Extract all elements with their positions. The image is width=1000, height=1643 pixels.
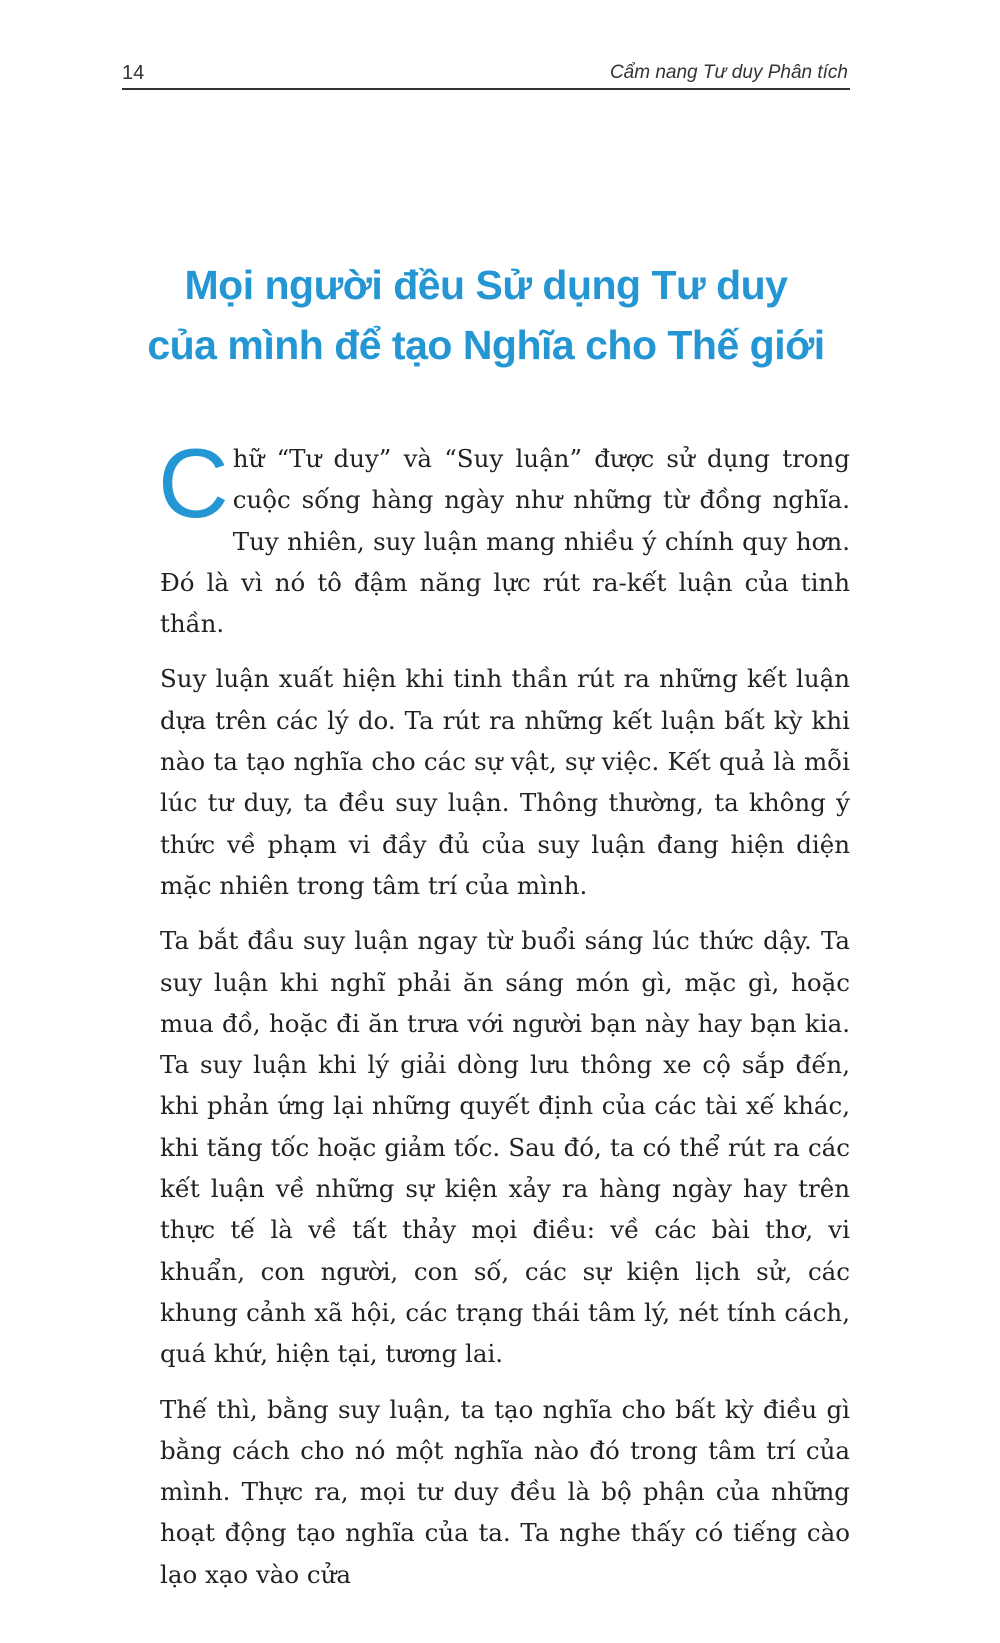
- drop-cap: C: [158, 428, 229, 538]
- paragraph-3: Ta bắt đầu suy luận ngay từ buổi sáng lúc thức dậy. Ta suy luận khi nghĩ phải ăn sáng món gì, mặc gì, hoặc mua đồ, hoặc đi ăn trưa với người bạn này hay bạn kia. Ta suy luận khi lý giải dòng lưu thông xe cộ sắp đến, khi phản ứng lại những quyết định của các tài xế khác, khi tăng tốc hoặc giảm tốc. Sau đó, ta có thể rút ra các kết luận về những sự kiện xảy ra hàng ngày hay trên thực tế là về tất thảy mọi điều: về các bài thơ, vi khuẩn, con người, con số, các sự kiện lịch sử, các khung cảnh xã hội, các trạng thái tâm lý, nét tính cách, quá khứ, hiện tại, tương lai.: [160, 926, 850, 1369]
- page-number: 14: [122, 62, 145, 84]
- chapter-title-line-1: Mọi người đều Sử dụng Tư duy: [184, 262, 788, 308]
- chapter-title-line-2: của mình để tạo Nghĩa cho Thế giới: [147, 322, 825, 368]
- paragraph-1-text: hữ “Tư duy” và “Suy luận” được sử dụng trong cuộc sống hàng ngày như những từ đồng nghĩa. Tuy nhiên, suy luận mang nhiều ý chính quy hơn. Đó là vì nó tô đậm năng lực rút ra-kết luận của tinh thần.: [160, 444, 850, 639]
- paragraph-4: Thế thì, bằng suy luận, ta tạo nghĩa cho bất kỳ điều gì bằng cách cho nó một nghĩa nào đó trong tâm trí của mình. Thực ra, mọi tư duy đều là bộ phận của những hoạt động tạo nghĩa của ta. Ta nghe thấy có tiếng cào lạo xạo vào cửa: [160, 1394, 850, 1589]
- paragraph-2: Suy luận xuất hiện khi tinh thần rút ra những kết luận dựa trên các lý do. Ta rút ra những kết luận bất kỳ khi nào ta tạo nghĩa cho các sự vật, sự việc. Kết quả là mỗi lúc tư duy, ta đều suy luận. Thông thường, ta không ý thức về phạm vi đầy đủ của suy luận đang hiện diện mặc nhiên trong tâm trí của mình.: [160, 664, 850, 900]
- book-title: Cẩm nang Tư duy Phân tích: [609, 62, 848, 83]
- chapter-title: [122, 255, 850, 375]
- paragraph-1: [158, 428, 850, 644]
- running-header: [122, 58, 850, 90]
- body-text: [158, 428, 850, 1609]
